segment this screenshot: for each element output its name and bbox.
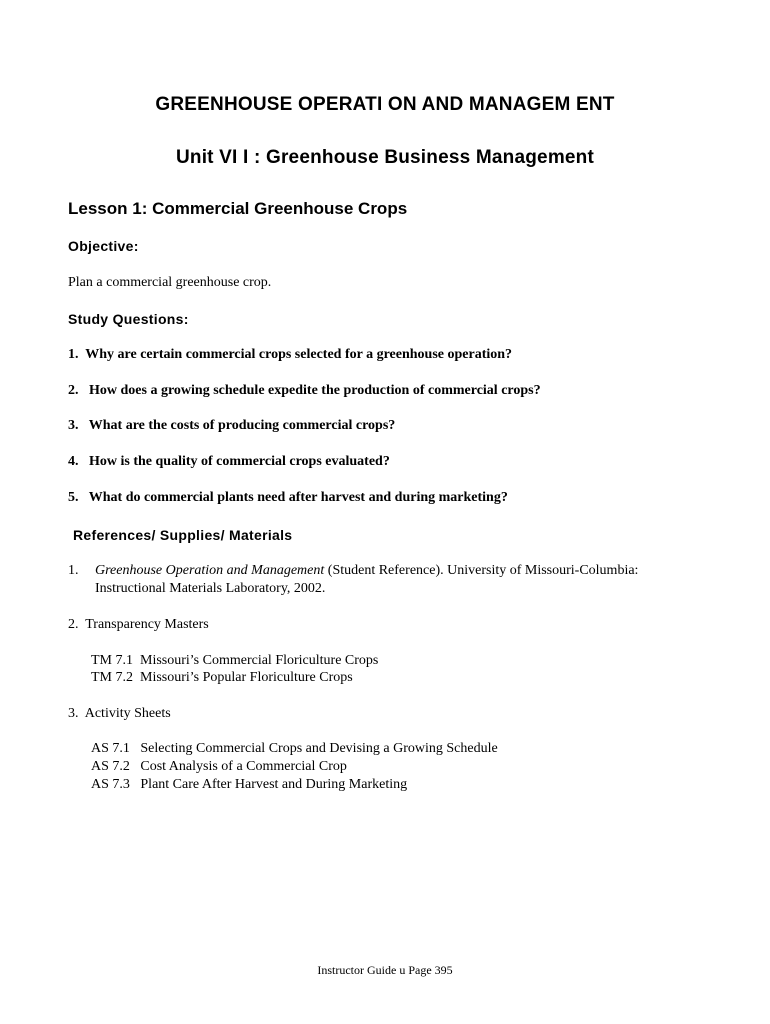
transparency-master-item: TM 7.2 Missouri’s Popular Floriculture Crops bbox=[91, 670, 353, 685]
activity-sheets-label: 3. Activity Sheets bbox=[68, 706, 171, 721]
lesson-title: Lesson 1: Commercial Greenhouse Crops bbox=[68, 199, 408, 218]
study-question: 2. How does a growing schedule expedite the production of commercial crops? bbox=[68, 383, 541, 398]
study-questions-heading: Study Questions: bbox=[68, 311, 189, 327]
reference-book-publisher: Instructional Materials Laboratory, 2002. bbox=[95, 581, 326, 596]
activity-sheet-item: AS 7.1 Selecting Commercial Crops and Devising a Growing Schedule bbox=[91, 741, 498, 756]
study-question: 1. Why are certain commercial crops selected for a greenhouse operation? bbox=[68, 347, 513, 362]
activity-sheet-item: AS 7.2 Cost Analysis of a Commercial Crop bbox=[91, 759, 347, 774]
unit-title: Unit VI I : Greenhouse Business Management bbox=[175, 147, 595, 168]
study-question: 3. What are the costs of producing commercial crops? bbox=[68, 418, 396, 433]
objective-text: Plan a commercial greenhouse crop. bbox=[68, 275, 272, 290]
reference-item-1 bbox=[95, 563, 638, 579]
objective-heading: Objective: bbox=[68, 238, 139, 254]
reference-book-title: Greenhouse Operation and Management bbox=[95, 563, 325, 578]
transparency-masters-label: 2. Transparency Masters bbox=[68, 617, 209, 632]
page-footer: Instructor Guide u Page 395 bbox=[317, 963, 453, 977]
references-heading: References/ Supplies/ Materials bbox=[73, 527, 293, 543]
study-question: 4. How is the quality of commercial crops evaluated? bbox=[68, 454, 390, 469]
reference-number: 1. bbox=[68, 563, 79, 578]
transparency-master-item: TM 7.1 Missouri’s Commercial Floriculture Crops bbox=[91, 653, 379, 668]
study-question: 5. What do commercial plants need after harvest and during marketing? bbox=[68, 490, 508, 505]
reference-book-details: (Student Reference). University of Missouri-Columbia: bbox=[324, 563, 639, 578]
document-title: GREENHOUSE OPERATI ON AND MANAGEM ENT bbox=[155, 94, 615, 115]
activity-sheet-item: AS 7.3 Plant Care After Harvest and During Marketing bbox=[91, 777, 408, 792]
